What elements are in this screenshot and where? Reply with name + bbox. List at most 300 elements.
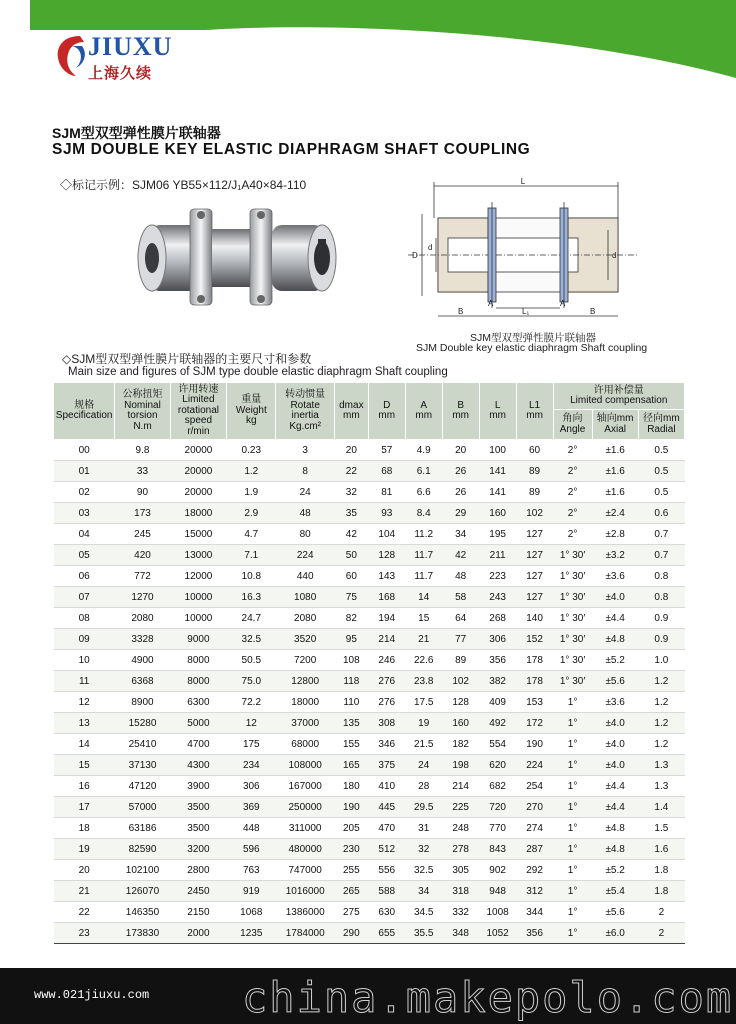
logo-brand-text: JIUXU xyxy=(88,32,173,61)
table-cell: 1.2 xyxy=(638,692,684,713)
table-cell: 190 xyxy=(334,797,368,818)
table-cell: 06 xyxy=(54,566,115,587)
table-cell: 20000 xyxy=(170,482,226,503)
table-cell: ±4.8 xyxy=(592,629,638,650)
table-cell: 57 xyxy=(368,440,405,461)
title-english: SJM DOUBLE KEY ELASTIC DIAPHRAGM SHAFT COUPLING xyxy=(52,141,531,158)
table-cell: 10000 xyxy=(170,587,226,608)
table-cell: 153 xyxy=(516,692,553,713)
table-cell: 28 xyxy=(405,776,442,797)
table-cell: 1.6 xyxy=(638,839,684,860)
table-cell: 308 xyxy=(368,713,405,734)
table-row xyxy=(54,755,685,776)
table-cell: ±4.4 xyxy=(592,776,638,797)
diagram-label-A-right: A xyxy=(560,299,566,308)
table-cell: 01 xyxy=(54,461,115,482)
table-cell: 0.5 xyxy=(638,461,684,482)
coupling-diagram xyxy=(408,178,638,328)
table-cell: 17.5 xyxy=(405,692,442,713)
header-speed-cn: 许用转速 xyxy=(178,383,219,395)
table-cell: 143 xyxy=(368,566,405,587)
table-row xyxy=(54,818,685,839)
table-cell: 0.9 xyxy=(638,608,684,629)
table-cell: 135 xyxy=(334,713,368,734)
table-cell: ±4.0 xyxy=(592,755,638,776)
header-D-label: D xyxy=(383,399,391,411)
table-row xyxy=(54,902,685,923)
table-cell: 90 xyxy=(115,482,170,503)
section-heading-en: Main size and figures of SJM type double elastic diaphragm Shaft coupling xyxy=(68,366,448,378)
table-row xyxy=(54,776,685,797)
header-speed-unit: r/min xyxy=(187,425,210,437)
table-cell: 37130 xyxy=(115,755,170,776)
table-cell: 57000 xyxy=(115,797,170,818)
table-cell: ±4.8 xyxy=(592,839,638,860)
table-cell: 1° 30′ xyxy=(553,545,592,566)
table-cell: 382 xyxy=(479,671,516,692)
table-cell: 102100 xyxy=(115,860,170,881)
table-cell: 1° 30′ xyxy=(553,566,592,587)
table-cell: 12 xyxy=(54,692,115,713)
header-axial-cn: 轴向mm xyxy=(596,413,634,424)
table-cell: 2000 xyxy=(170,923,226,944)
table-cell: 19 xyxy=(405,713,442,734)
table-cell: 0.7 xyxy=(638,524,684,545)
table-cell: 14 xyxy=(405,587,442,608)
table-cell: 60 xyxy=(334,566,368,587)
table-cell: 75.0 xyxy=(227,671,276,692)
table-cell: 311000 xyxy=(276,818,335,839)
table-cell: 7200 xyxy=(276,650,335,671)
header-compensation xyxy=(553,383,684,410)
table-cell: 214 xyxy=(368,629,405,650)
table-row xyxy=(54,734,685,755)
table-cell: ±4.4 xyxy=(592,797,638,818)
table-cell: 1.2 xyxy=(638,734,684,755)
table-cell: 8.4 xyxy=(405,503,442,524)
table-cell: 1° 30′ xyxy=(553,671,592,692)
table-cell: 2° xyxy=(553,503,592,524)
table-cell: 32 xyxy=(334,482,368,503)
table-cell: 2° xyxy=(553,482,592,503)
table-row xyxy=(54,650,685,671)
header-D-unit: mm xyxy=(378,410,396,421)
table-cell: 10 xyxy=(54,650,115,671)
table-cell: 5000 xyxy=(170,713,226,734)
header-weight-cn: 重量 xyxy=(241,394,262,406)
header-A xyxy=(405,383,442,440)
table-cell: 172 xyxy=(516,713,553,734)
table-cell: 03 xyxy=(54,503,115,524)
table-cell: 4700 xyxy=(170,734,226,755)
table-cell: 34 xyxy=(405,881,442,902)
table-cell: 12 xyxy=(227,713,276,734)
table-cell: 128 xyxy=(442,692,479,713)
table-cell: ±1.6 xyxy=(592,440,638,461)
table-cell: 2450 xyxy=(170,881,226,902)
table-row xyxy=(54,860,685,881)
table-cell: 445 xyxy=(368,797,405,818)
table-row xyxy=(54,461,685,482)
table-cell: 682 xyxy=(479,776,516,797)
table-cell: 369 xyxy=(227,797,276,818)
table-cell: 173830 xyxy=(115,923,170,944)
spec-table xyxy=(53,382,685,944)
table-row xyxy=(54,482,685,503)
table-cell: 919 xyxy=(227,881,276,902)
table-cell: 18000 xyxy=(170,503,226,524)
table-cell: 4.9 xyxy=(405,440,442,461)
table-cell: ±3.2 xyxy=(592,545,638,566)
table-cell: 50.5 xyxy=(227,650,276,671)
table-cell: 14 xyxy=(54,734,115,755)
table-cell: 13 xyxy=(54,713,115,734)
header-weight-unit: kg xyxy=(246,415,257,427)
table-cell: 318 xyxy=(442,881,479,902)
header-dmax-label: dmax xyxy=(339,399,364,411)
table-cell: 2° xyxy=(553,524,592,545)
table-cell: 0.5 xyxy=(638,482,684,503)
table-cell: 492 xyxy=(479,713,516,734)
table-cell: 223 xyxy=(479,566,516,587)
table-cell: 2800 xyxy=(170,860,226,881)
table-cell: 902 xyxy=(479,860,516,881)
table-cell: 225 xyxy=(442,797,479,818)
table-row xyxy=(54,524,685,545)
header-inertia-unit: Kg.cm² xyxy=(289,420,321,432)
header-angle-en: Angle xyxy=(559,423,586,435)
table-cell: 12000 xyxy=(170,566,226,587)
table-cell: 127 xyxy=(516,524,553,545)
table-cell: ±4.4 xyxy=(592,608,638,629)
table-cell: 34 xyxy=(442,524,479,545)
table-cell: 09 xyxy=(54,629,115,650)
table-cell: 127 xyxy=(516,545,553,566)
table-cell: 82 xyxy=(334,608,368,629)
table-cell: 7.1 xyxy=(227,545,276,566)
table-cell: 00 xyxy=(54,440,115,461)
table-cell: 0.5 xyxy=(638,440,684,461)
table-cell: 3 xyxy=(276,440,335,461)
table-cell: 07 xyxy=(54,587,115,608)
table-cell: 948 xyxy=(479,881,516,902)
table-cell: 180 xyxy=(334,776,368,797)
table-cell: 554 xyxy=(479,734,516,755)
table-cell: ±5.2 xyxy=(592,860,638,881)
table-cell: 26 xyxy=(442,482,479,503)
table-cell: 37000 xyxy=(276,713,335,734)
section-heading-cn: ◇SJM型双型弹性膜片联轴器的主要尺寸和参数 xyxy=(62,352,312,366)
table-cell: 10.8 xyxy=(227,566,276,587)
table-cell: ±5.6 xyxy=(592,671,638,692)
header-torsion-cn: 公称扭矩 xyxy=(122,389,163,400)
table-cell: 1° xyxy=(553,818,592,839)
table-cell: 0.23 xyxy=(227,440,276,461)
table-cell: 1.8 xyxy=(638,860,684,881)
table-cell: 1° xyxy=(553,923,592,944)
table-cell: ±5.6 xyxy=(592,902,638,923)
header-L xyxy=(479,383,516,440)
table-cell: 127 xyxy=(516,587,553,608)
table-cell: 1.9 xyxy=(227,482,276,503)
table-cell: 6368 xyxy=(115,671,170,692)
table-cell: 1016000 xyxy=(276,881,335,902)
table-cell: 21 xyxy=(54,881,115,902)
table-cell: 356 xyxy=(479,650,516,671)
table-cell: 250000 xyxy=(276,797,335,818)
table-cell: 440 xyxy=(276,566,335,587)
table-cell: 2° xyxy=(553,440,592,461)
table-cell: 1° xyxy=(553,734,592,755)
table-cell: 763 xyxy=(227,860,276,881)
table-cell: 102 xyxy=(516,503,553,524)
table-cell: 410 xyxy=(368,776,405,797)
table-cell: 19 xyxy=(54,839,115,860)
table-cell: 3500 xyxy=(170,797,226,818)
table-cell: 95 xyxy=(334,629,368,650)
table-cell: 0.8 xyxy=(638,587,684,608)
table-cell: 2 xyxy=(638,923,684,944)
table-cell: 1068 xyxy=(227,902,276,923)
table-cell: 1° 30′ xyxy=(553,650,592,671)
table-cell: 1° xyxy=(553,902,592,923)
diagram-label-L: L xyxy=(520,178,526,186)
footer-bar xyxy=(0,968,736,1024)
table-cell: 29.5 xyxy=(405,797,442,818)
header-B-label: B xyxy=(457,399,464,411)
header-L-unit: mm xyxy=(489,410,506,421)
table-cell: 82590 xyxy=(115,839,170,860)
header-radial xyxy=(638,410,684,440)
header-A-label: A xyxy=(420,399,428,411)
title-chinese: SJM型双型弹性膜片联轴器 xyxy=(52,125,221,141)
table-row xyxy=(54,608,685,629)
table-cell: 1° xyxy=(553,797,592,818)
table-cell: 1270 xyxy=(115,587,170,608)
table-cell: 13000 xyxy=(170,545,226,566)
table-cell: 63186 xyxy=(115,818,170,839)
header-specification xyxy=(54,383,115,440)
table-cell: 29 xyxy=(442,503,479,524)
table-cell: 1° 30′ xyxy=(553,587,592,608)
table-cell: 234 xyxy=(227,755,276,776)
table-cell: 11 xyxy=(54,671,115,692)
table-cell: 141 xyxy=(479,461,516,482)
header-comp-cn: 许用补偿量 xyxy=(593,384,644,396)
table-cell: 448 xyxy=(227,818,276,839)
table-cell: 128 xyxy=(368,545,405,566)
header-B-unit: mm xyxy=(452,410,469,421)
table-cell: 167000 xyxy=(276,776,335,797)
table-cell: 420 xyxy=(115,545,170,566)
table-cell: 141 xyxy=(479,482,516,503)
table-cell: 9000 xyxy=(170,629,226,650)
table-cell: 3500 xyxy=(170,818,226,839)
table-cell: 15 xyxy=(54,755,115,776)
table-cell: 32.5 xyxy=(227,629,276,650)
table-cell: 2.9 xyxy=(227,503,276,524)
table-cell: 48 xyxy=(276,503,335,524)
table-cell: 230 xyxy=(334,839,368,860)
table-cell: 306 xyxy=(227,776,276,797)
header-inertia xyxy=(276,383,335,440)
table-cell: 15000 xyxy=(170,524,226,545)
header-A-unit: mm xyxy=(415,410,433,421)
table-cell: 15280 xyxy=(115,713,170,734)
table-cell: 214 xyxy=(442,776,479,797)
table-row xyxy=(54,503,685,524)
table-cell: 08 xyxy=(54,608,115,629)
table-cell: 178 xyxy=(516,671,553,692)
table-cell: 1052 xyxy=(479,923,516,944)
table-cell: 20 xyxy=(334,440,368,461)
table-cell: 175 xyxy=(227,734,276,755)
table-cell: 287 xyxy=(516,839,553,860)
table-cell: 6.1 xyxy=(405,461,442,482)
table-cell: 312 xyxy=(516,881,553,902)
table-cell: 42 xyxy=(442,545,479,566)
table-cell: 35.5 xyxy=(405,923,442,944)
table-cell: 470 xyxy=(368,818,405,839)
table-cell: 1.0 xyxy=(638,650,684,671)
table-cell: 243 xyxy=(479,587,516,608)
header-radial-cn: 径向mm xyxy=(643,413,680,424)
table-cell: 356 xyxy=(516,923,553,944)
table-cell: 1.5 xyxy=(638,818,684,839)
table-row xyxy=(54,587,685,608)
table-cell: 77 xyxy=(442,629,479,650)
table-cell: 12800 xyxy=(276,671,335,692)
table-cell: 224 xyxy=(276,545,335,566)
table-cell: 306 xyxy=(479,629,516,650)
table-cell: 11.7 xyxy=(405,545,442,566)
table-cell: 1° xyxy=(553,860,592,881)
table-cell: 9.8 xyxy=(115,440,170,461)
table-cell: 195 xyxy=(479,524,516,545)
table-cell: 245 xyxy=(115,524,170,545)
diagram-caption-cn: SJM型双型弹性膜片联轴器 xyxy=(470,332,596,344)
diagram-label-d-right: d xyxy=(612,251,617,260)
table-cell: 1.4 xyxy=(638,797,684,818)
table-cell: 512 xyxy=(368,839,405,860)
table-cell: 22.6 xyxy=(405,650,442,671)
table-cell: 60 xyxy=(516,440,553,461)
diagram-label-L1: L₁ xyxy=(522,307,530,316)
table-cell: 630 xyxy=(368,902,405,923)
table-cell: 16.3 xyxy=(227,587,276,608)
header-inertia-en: Rotate inertia xyxy=(290,399,320,421)
table-cell: 770 xyxy=(479,818,516,839)
header-comp-en: Limited compensation xyxy=(570,395,668,406)
table-cell: 0.9 xyxy=(638,629,684,650)
table-cell: 620 xyxy=(479,755,516,776)
table-cell: 11.7 xyxy=(405,566,442,587)
table-cell: 108000 xyxy=(276,755,335,776)
table-cell: 224 xyxy=(516,755,553,776)
table-cell: ±4.0 xyxy=(592,734,638,755)
table-cell: 93 xyxy=(368,503,405,524)
watermark-text: china.makepolo.com xyxy=(242,973,734,1022)
table-cell: 270 xyxy=(516,797,553,818)
table-cell: 20000 xyxy=(170,461,226,482)
table-cell: ±5.2 xyxy=(592,650,638,671)
table-cell: 255 xyxy=(334,860,368,881)
table-cell: ±1.6 xyxy=(592,461,638,482)
table-cell: 0.8 xyxy=(638,566,684,587)
table-cell: 126070 xyxy=(115,881,170,902)
table-cell: 173 xyxy=(115,503,170,524)
table-cell: 8000 xyxy=(170,671,226,692)
table-cell: 8 xyxy=(276,461,335,482)
table-cell: 152 xyxy=(516,629,553,650)
table-cell: 1.2 xyxy=(638,713,684,734)
header-torsion-en: Nominal torsion xyxy=(124,399,161,421)
table-cell: 1784000 xyxy=(276,923,335,944)
header-L-label: L xyxy=(494,399,501,411)
table-cell: 843 xyxy=(479,839,516,860)
spec-table-body xyxy=(54,440,685,944)
table-cell: 104 xyxy=(368,524,405,545)
header-spec-en: Specification xyxy=(55,410,113,421)
table-cell: 2° xyxy=(553,461,592,482)
table-cell: 33 xyxy=(115,461,170,482)
table-cell: ±2.4 xyxy=(592,503,638,524)
table-row xyxy=(54,629,685,650)
table-cell: 3520 xyxy=(276,629,335,650)
table-cell: 556 xyxy=(368,860,405,881)
table-cell: ±1.6 xyxy=(592,482,638,503)
table-row xyxy=(54,566,685,587)
table-cell: ±4.0 xyxy=(592,587,638,608)
table-row xyxy=(54,671,685,692)
diagram-caption-en: SJM Double key elastic diaphragm Shaft coupling xyxy=(416,342,648,354)
table-cell: 1° 30′ xyxy=(553,629,592,650)
table-cell: 190 xyxy=(516,734,553,755)
table-cell: ±6.0 xyxy=(592,923,638,944)
header-axial xyxy=(592,410,638,440)
table-cell: 20 xyxy=(442,440,479,461)
table-cell: 16 xyxy=(54,776,115,797)
table-cell: 42 xyxy=(334,524,368,545)
table-cell: 1° xyxy=(553,839,592,860)
diagram-label-B-right: B xyxy=(590,307,596,316)
header-D xyxy=(368,383,405,440)
table-cell: 305 xyxy=(442,860,479,881)
table-row xyxy=(54,797,685,818)
table-row xyxy=(54,839,685,860)
header-radial-en: Radial xyxy=(647,423,676,435)
table-cell: 89 xyxy=(516,482,553,503)
table-cell: 8900 xyxy=(115,692,170,713)
table-cell: 108 xyxy=(334,650,368,671)
table-cell: 89 xyxy=(442,650,479,671)
table-cell: 1.3 xyxy=(638,776,684,797)
table-row xyxy=(54,692,685,713)
diagram-label-A-left: A xyxy=(488,299,494,308)
footer-url: www.021jiuxu.com xyxy=(34,988,150,1002)
table-cell: 375 xyxy=(368,755,405,776)
table-cell: 178 xyxy=(516,650,553,671)
table-row xyxy=(54,440,685,461)
table-cell: 6300 xyxy=(170,692,226,713)
table-cell: 332 xyxy=(442,902,479,923)
table-cell: 3328 xyxy=(115,629,170,650)
table-cell: 21.5 xyxy=(405,734,442,755)
table-cell: 140 xyxy=(516,608,553,629)
table-cell: 292 xyxy=(516,860,553,881)
table-cell: 655 xyxy=(368,923,405,944)
company-logo xyxy=(54,32,214,82)
